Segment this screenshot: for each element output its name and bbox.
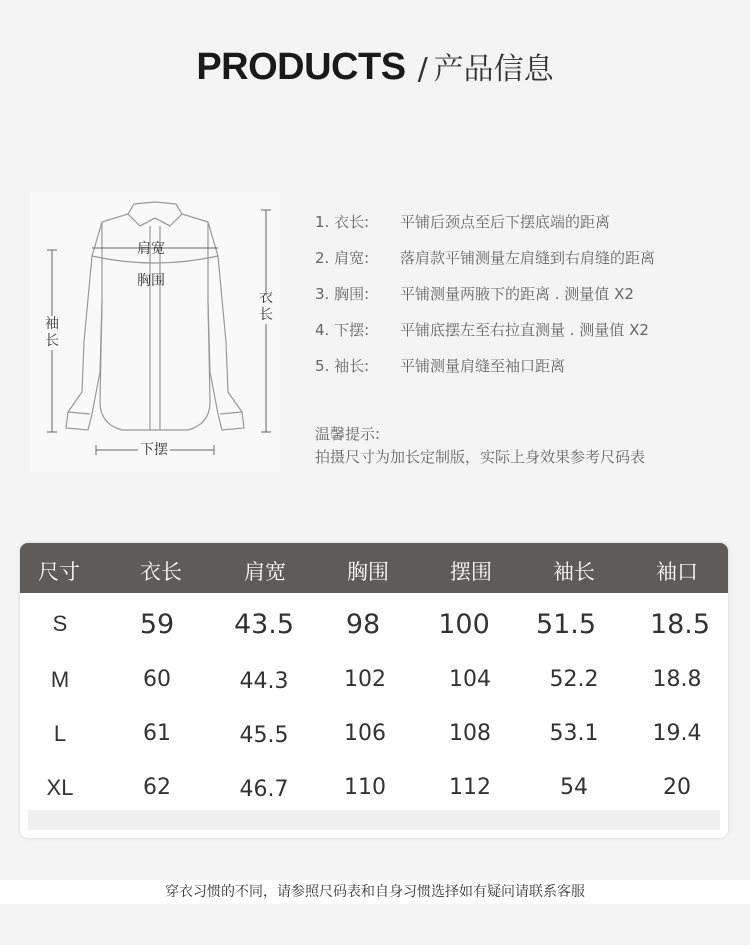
table-cell: 98 xyxy=(345,609,381,640)
table-cell: L xyxy=(53,721,67,746)
table-cell: 104 xyxy=(449,667,491,692)
measure-desc: 平铺测量肩缝至袖口距离 xyxy=(400,356,566,375)
diagram-shoulder-label: 肩宽 xyxy=(137,241,165,257)
table-cell: 60 xyxy=(143,667,171,692)
table-cell: 52.2 xyxy=(549,667,599,692)
tip-block xyxy=(315,423,645,469)
table-cell: 108 xyxy=(449,721,491,746)
diagram-chest-label: 胸围 xyxy=(137,273,165,289)
table-cell: 53.1 xyxy=(549,721,599,746)
table-cell: 106 xyxy=(344,721,386,746)
diagram-sleeve-label: 袖长 xyxy=(45,316,59,349)
table-header-cell: 肩宽 xyxy=(244,560,286,584)
list-item xyxy=(315,203,655,239)
table-header-cell: 尺寸 xyxy=(38,560,80,584)
size-table xyxy=(20,543,728,838)
table-bottom-strip xyxy=(28,810,720,830)
measure-name: 1. 衣长: xyxy=(315,212,370,231)
shirt-outline-icon xyxy=(30,192,280,472)
title-en: PRODUCTS xyxy=(196,46,406,88)
table-row xyxy=(20,718,728,772)
table-header xyxy=(20,543,728,593)
footer-note: 穿衣习惯的不同，请参照尺码表和自身习惯选择如有疑问请联系客服 xyxy=(0,880,750,904)
tip-text: 拍摄尺寸为加长定制版，实际上身效果参考尺码表 xyxy=(315,448,646,466)
measure-name: 3. 胸围: xyxy=(315,284,370,303)
table-header-cell: 袖口 xyxy=(656,560,698,584)
table-cell: 112 xyxy=(449,775,491,800)
diagram-length-label: 衣长 xyxy=(259,290,273,323)
table-cell: 46.7 xyxy=(239,777,289,802)
table-row xyxy=(20,605,728,659)
measure-desc: 平铺后颈点至后下摆底端的距离 xyxy=(400,212,611,231)
table-header-cell: 胸围 xyxy=(347,560,389,584)
table-cell: 51.5 xyxy=(535,609,597,640)
list-item xyxy=(315,275,655,311)
table-cell: 43.5 xyxy=(233,609,295,640)
table-cell: 54 xyxy=(560,775,588,800)
table-cell: 44.3 xyxy=(239,669,289,694)
table-cell: 45.5 xyxy=(239,723,289,748)
tip-heading: 温馨提示: xyxy=(315,425,381,443)
table-cell: 19.4 xyxy=(652,721,702,746)
list-item xyxy=(315,347,655,383)
title-separator: / xyxy=(417,52,428,87)
measure-desc: 平铺底摆左至右拉直测量 . 测量值 X2 xyxy=(400,320,649,339)
measurement-list xyxy=(315,203,655,383)
diagram-hem-label: 下摆 xyxy=(140,442,168,458)
measure-desc: 平铺测量两腋下的距离 . 测量值 X2 xyxy=(400,284,634,303)
table-cell: 102 xyxy=(344,667,386,692)
measure-name: 4. 下摆: xyxy=(315,320,370,339)
measure-desc: 落肩款平铺测量左肩缝到右肩缝的距离 xyxy=(400,248,656,267)
page-title xyxy=(0,44,750,89)
measure-name: 2. 肩宽: xyxy=(315,248,370,267)
table-cell: S xyxy=(52,611,68,636)
table-cell: 18.5 xyxy=(649,609,711,640)
table-cell: 62 xyxy=(143,775,171,800)
table-cell: 18.8 xyxy=(652,667,702,692)
table-cell: 61 xyxy=(143,721,171,746)
table-header-cell: 摆围 xyxy=(450,560,492,584)
list-item xyxy=(315,239,655,275)
list-item xyxy=(315,311,655,347)
table-header-cell: 衣长 xyxy=(140,560,182,584)
table-row xyxy=(20,663,728,717)
table-cell: M xyxy=(50,667,70,692)
measure-name: 5. 袖长: xyxy=(315,356,370,375)
title-cn: 产品信息 xyxy=(433,52,554,87)
table-header-cell: 袖长 xyxy=(553,560,595,584)
table-cell: 59 xyxy=(139,609,175,640)
table-cell: 110 xyxy=(344,775,386,800)
table-cell: 20 xyxy=(663,775,691,800)
table-cell: XL xyxy=(46,775,74,800)
garment-diagram xyxy=(30,192,280,472)
table-cell: 100 xyxy=(438,609,490,640)
